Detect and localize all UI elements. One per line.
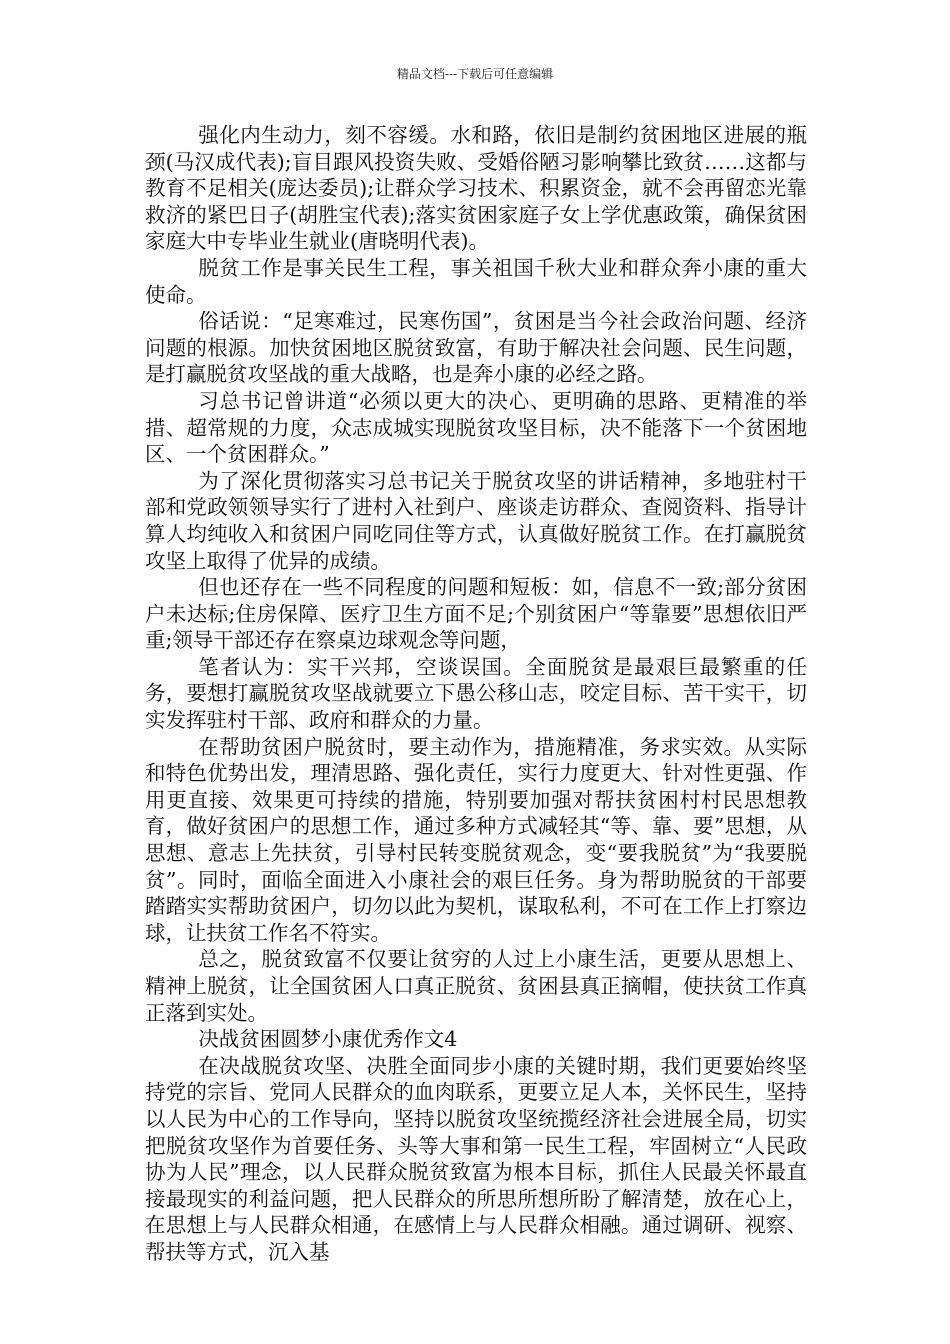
paragraph-5: 为了深化贯彻落实习总书记关于脱贫攻坚的讲话精神，多地驻村干部和党政领领导实行了进村入社到户、座谈走访群众、查阅资料、指导计算人均纯收入和贫困户同吃同住等方式，认真做好脱贫工作。在打赢脱贫攻坚上取得了优异的成绩。 (145, 468, 807, 573)
paragraph-4: 习总书记曾讲道“必须以更大的决心、更明确的思路、更精准的举措、超常规的力度，众志成城实现脱贫攻坚目标，决不能落下一个贫困地区、一个贫困群众。” (145, 388, 807, 467)
paragraph-1: 强化内生动力，刻不容缓。水和路，依旧是制约贫困地区进展的瓶颈(马汉成代表);盲目跟风投资失败、受婚俗陋习影响攀比致贫……这都与教育不足相关(庞达委员);让群众学习技术、积累资金，就不会再留恋光靠救济的紧巴日子(胡胜宝代表);落实贫困家庭子女上学优惠政策，确保贫困家庭大中专毕业生就业(唐晓明代表)。 (145, 123, 807, 254)
paragraph-9: 总之，脱贫致富不仅要让贫穷的人过上小康生活，更要从思想上、精神上脱贫，让全国贫困人口真正脱贫、贫困县真正摘帽，使扶贫工作真正落到实处。 (145, 947, 807, 1025)
paragraph-3: 俗话说：“足寒难过，民寒伤国”，贫困是当今社会政治问题、经济问题的根源。加快贫困地区脱贫致富，有助于解决社会问题、民生问题，是打赢脱贫攻坚战的重大战略，也是奔小康的必经之路。 (145, 309, 807, 387)
section-heading: 决战贫困圆梦小康优秀作文4 (198, 1027, 458, 1052)
paragraph-8: 在帮助贫困户脱贫时，要主动作为，措施精准，务求实效。从实际和特色优势出发，理清思路、强化责任，实行力度更大、针对性更强、作用更直接、效果更可持续的措施，特别要加强对帮扶贫困村村民思想教育，做好贫困户的思想工作，通过多种方式减轻其“等、靠、要”思想，从思想、意志上先扶贫，引导村民转变脱贫观念，变“要我脱贫”为“我要脱贫”。同时，面临全面进入小康社会的艰巨任务。身为帮助脱贫的干部要踏踏实实帮助贫困户，切勿以此为契机，谋取私利，不可在工作上打察边球，让扶贫工作名不符实。 (145, 734, 807, 945)
page-header: 精品文档---下载后可任意编辑 (396, 67, 554, 81)
paragraph-7: 笔者认为：实干兴邦，空谈误国。全面脱贫是最艰巨最繁重的任务，要想打赢脱贫攻坚战就要立下愚公移山志，咬定目标、苦干实干，切实发挥驻村干部、政府和群众的力量。 (145, 654, 807, 733)
paragraph-2: 脱贫工作是事关民生工程，事关祖国千秋大业和群众奔小康的重大使命。 (145, 255, 807, 307)
document-body (145, 122, 807, 1266)
paragraph-10: 在决战脱贫攻坚、决胜全面同步小康的关键时期，我们更要始终坚持党的宗旨、党同人民群众的血肉联系，更要立足人本，关怀民生，坚持以人民为中心的工作导向，坚持以脱贫攻坚统揽经济社会进展全局，切实把脱贫攻坚作为首要任务、头等大事和第一民生工程，牢固树立“人民政协为人民”理念，以人民群众脱贫致富为根本目标，抓住人民最关怀最直接最现实的利益问题，把人民群众的所思所想所盼了解清楚，放在心上，在思想上与人民群众相通，在感情上与人民群众相融。通过调研、视察、帮扶等方式，沉入基 (145, 1053, 807, 1264)
paragraph-6: 但也还存在一些不同程度的问题和短板：如，信息不一致;部分贫困户未达标;住房保障、医疗卫生方面不足;个别贫困户“等靠要”思想依旧严重;领导干部还存在察桌边球观念等问题， (145, 575, 807, 653)
